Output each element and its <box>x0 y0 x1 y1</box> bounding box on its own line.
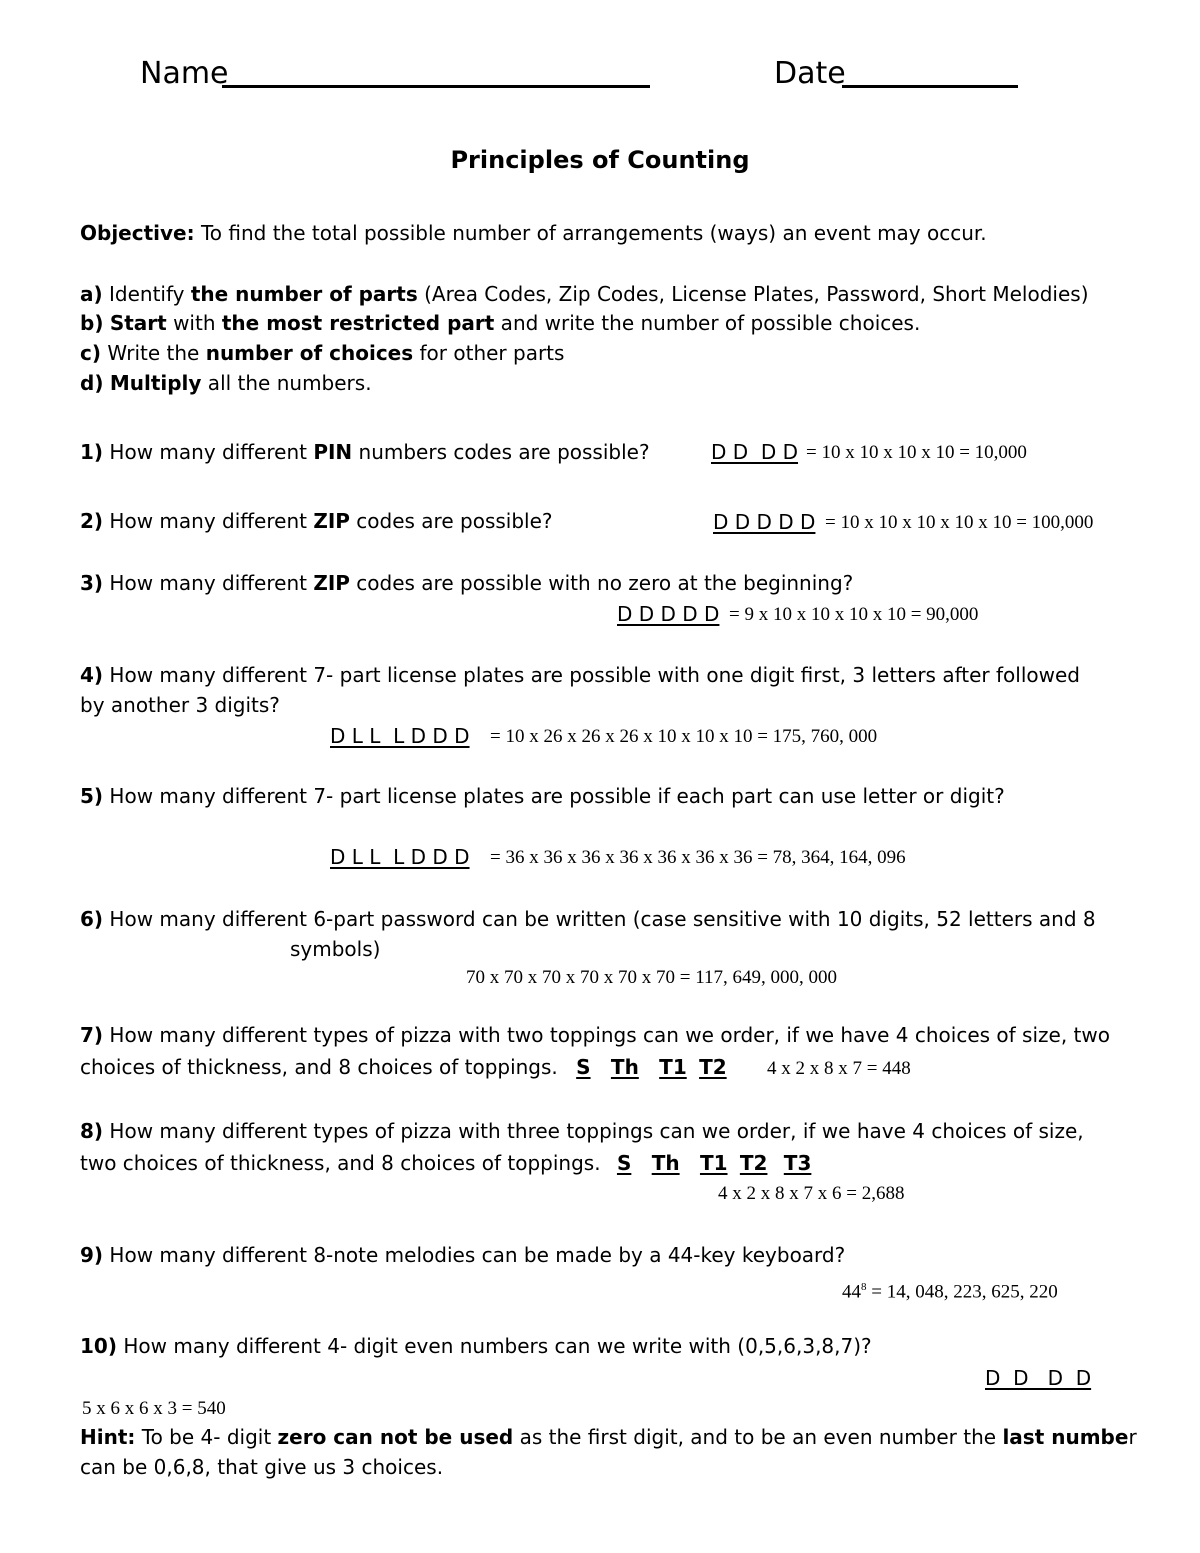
step-c-pre: Write the <box>107 341 206 365</box>
question-7-line2 <box>80 1053 727 1081</box>
question-9 <box>80 1241 845 1269</box>
question-2 <box>80 507 553 535</box>
question-9-answer <box>842 1274 1058 1305</box>
hint-post: r <box>1128 1425 1137 1449</box>
hint <box>80 1423 1137 1451</box>
hint-bold2: last numbe <box>1002 1425 1129 1449</box>
name-blank-line[interactable] <box>222 85 650 88</box>
question-4-number: 4) <box>80 663 104 687</box>
question-10-answer: 5 x 6 x 6 x 3 = 540 <box>82 1398 226 1419</box>
question-5-answer: = 36 x 36 x 36 x 36 x 36 x 36 x 36 = 78, 364, 164, 096 <box>490 847 906 868</box>
step-d-post: all the numbers. <box>201 371 372 395</box>
question-10 <box>80 1332 872 1360</box>
question-7-line2-text: choices of thickness, and 8 choices of toppings. <box>80 1055 558 1079</box>
step-d-label: d) <box>80 371 104 395</box>
question-5-number: 5) <box>80 784 104 808</box>
question-2-pre: How many different <box>109 509 314 533</box>
question-3-answer: = 9 x 10 x 10 x 10 x 10 = 90,000 <box>729 604 979 625</box>
question-10-text: How many different 4- digit even numbers can we write with (0,5,6,3,8,7)? <box>123 1334 872 1358</box>
question-7-slot-topping1: T1 <box>659 1055 687 1079</box>
step-c-post: for other parts <box>413 341 565 365</box>
hint-bold1: zero can not be used <box>277 1425 514 1449</box>
step-b <box>80 309 920 337</box>
question-3-pre: How many different <box>109 571 314 595</box>
question-6 <box>80 905 1096 933</box>
question-8-line1: How many different types of pizza with three toppings can we order, if we have 4 choices of size, <box>109 1119 1084 1143</box>
question-9-base: 44 <box>842 1281 861 1303</box>
step-a-label: a) <box>80 282 103 306</box>
hint-mid: as the first digit, and to be an even number the <box>513 1425 1003 1449</box>
question-7-slot-thickness: Th <box>610 1055 639 1079</box>
question-8-slot-topping2: T2 <box>739 1151 768 1175</box>
question-9-exponent: 8 <box>861 1281 867 1293</box>
step-b-mid: with <box>166 311 222 335</box>
question-10-number: 10) <box>80 1334 117 1358</box>
question-5 <box>80 782 1005 810</box>
step-b-label: b) <box>80 311 104 335</box>
question-5-text: How many different 7- part license plates are possible if each part can use letter or digit? <box>109 784 1005 808</box>
step-b-bold1: Start <box>109 311 167 335</box>
question-4-answer: = 10 x 26 x 26 x 26 x 10 x 10 x 10 = 175, 760, 000 <box>490 726 878 747</box>
question-8 <box>80 1117 1084 1145</box>
step-d-bold: Multiply <box>109 371 202 395</box>
step-a-pre: Identify <box>109 282 191 306</box>
step-d <box>80 369 372 397</box>
hint-pre: To be 4- digit <box>135 1425 278 1449</box>
question-6-line2: symbols) <box>290 937 381 961</box>
question-1-post: numbers codes are possible? <box>352 440 650 464</box>
question-4-slots: D L L L D D D <box>330 724 470 748</box>
question-2-answer: = 10 x 10 x 10 x 10 x 10 = 100,000 <box>825 512 1094 533</box>
question-9-number: 9) <box>80 1243 104 1267</box>
objective-text: To find the total possible number of arrangements (ways) an event may occur. <box>200 221 987 245</box>
step-a-post: (Area Codes, Zip Codes, License Plates, Password, Short Melodies) <box>417 282 1089 306</box>
question-1-answer: = 10 x 10 x 10 x 10 = 10,000 <box>806 442 1027 463</box>
question-8-number: 8) <box>80 1119 104 1143</box>
question-8-slot-topping1: T1 <box>699 1151 728 1175</box>
step-a-bold: the number of parts <box>190 282 418 306</box>
question-4 <box>80 661 1080 689</box>
question-2-bold: ZIP <box>313 509 350 533</box>
question-8-answer: 4 x 2 x 8 x 7 x 6 = 2,688 <box>718 1183 905 1204</box>
question-7-slot-topping2: T2 <box>699 1055 727 1079</box>
step-c-bold: number of choices <box>205 341 414 365</box>
step-c-label: c) <box>80 341 101 365</box>
question-3-post: codes are possible with no zero at the beginning? <box>349 571 854 595</box>
step-b-post: and write the number of possible choices. <box>494 311 921 335</box>
question-7 <box>80 1021 1110 1049</box>
step-b-bold2: the most restricted part <box>221 311 495 335</box>
name-label: Name <box>140 56 229 91</box>
question-6-answer: 70 x 70 x 70 x 70 x 70 x 70 = 117, 649, 000, 000 <box>466 967 838 988</box>
question-6-number: 6) <box>80 907 104 931</box>
question-7-answer: 4 x 2 x 8 x 7 = 448 <box>767 1058 911 1079</box>
objective-label: Objective: <box>80 221 195 245</box>
question-1-pre: How many different <box>109 440 314 464</box>
question-1-number: 1) <box>80 440 104 464</box>
question-7-slot-size: S <box>576 1055 591 1079</box>
question-10-slots: D D D D <box>985 1366 1092 1390</box>
question-4-line2: by another 3 digits? <box>80 693 280 717</box>
hint-line2: can be 0,6,8, that give us 3 choices. <box>80 1455 444 1479</box>
question-7-number: 7) <box>80 1023 104 1047</box>
question-7-line1: How many different types of pizza with two toppings can we order, if we have 4 choices of size, two <box>109 1023 1110 1047</box>
hint-label: Hint: <box>80 1425 136 1449</box>
question-2-number: 2) <box>80 509 104 533</box>
date-label: Date <box>774 56 846 91</box>
question-9-result: = 14, 048, 223, 625, 220 <box>871 1281 1058 1303</box>
step-a <box>80 280 1089 308</box>
objective <box>80 219 987 247</box>
question-3 <box>80 569 853 597</box>
question-8-line2-text: two choices of thickness, and 8 choices of toppings. <box>80 1151 601 1175</box>
step-c <box>80 339 564 367</box>
question-9-text: How many different 8-note melodies can be made by a 44-key keyboard? <box>109 1243 846 1267</box>
question-1 <box>80 438 650 466</box>
question-3-slots: D D D D D <box>617 602 720 626</box>
question-6-line1: How many different 6-part password can be written (case sensitive with 10 digits, 52 letters and 8 <box>109 907 1096 931</box>
question-3-number: 3) <box>80 571 104 595</box>
page-title: Principles of Counting <box>450 146 750 174</box>
question-1-slots: D D D D <box>711 440 799 464</box>
question-3-bold: ZIP <box>313 571 350 595</box>
question-8-slot-size: S <box>616 1151 632 1175</box>
question-8-line2 <box>80 1149 811 1177</box>
date-blank-line[interactable] <box>842 85 1018 88</box>
question-4-line1: How many different 7- part license plates are possible with one digit first, 3 letters after followed <box>109 663 1080 687</box>
question-1-bold: PIN <box>313 440 353 464</box>
question-8-slot-topping3: T3 <box>783 1151 812 1175</box>
question-2-post: codes are possible? <box>349 509 553 533</box>
question-8-slot-thickness: Th <box>651 1151 680 1175</box>
question-2-slots: D D D D D <box>713 510 816 534</box>
question-5-slots: D L L L D D D <box>330 845 470 869</box>
